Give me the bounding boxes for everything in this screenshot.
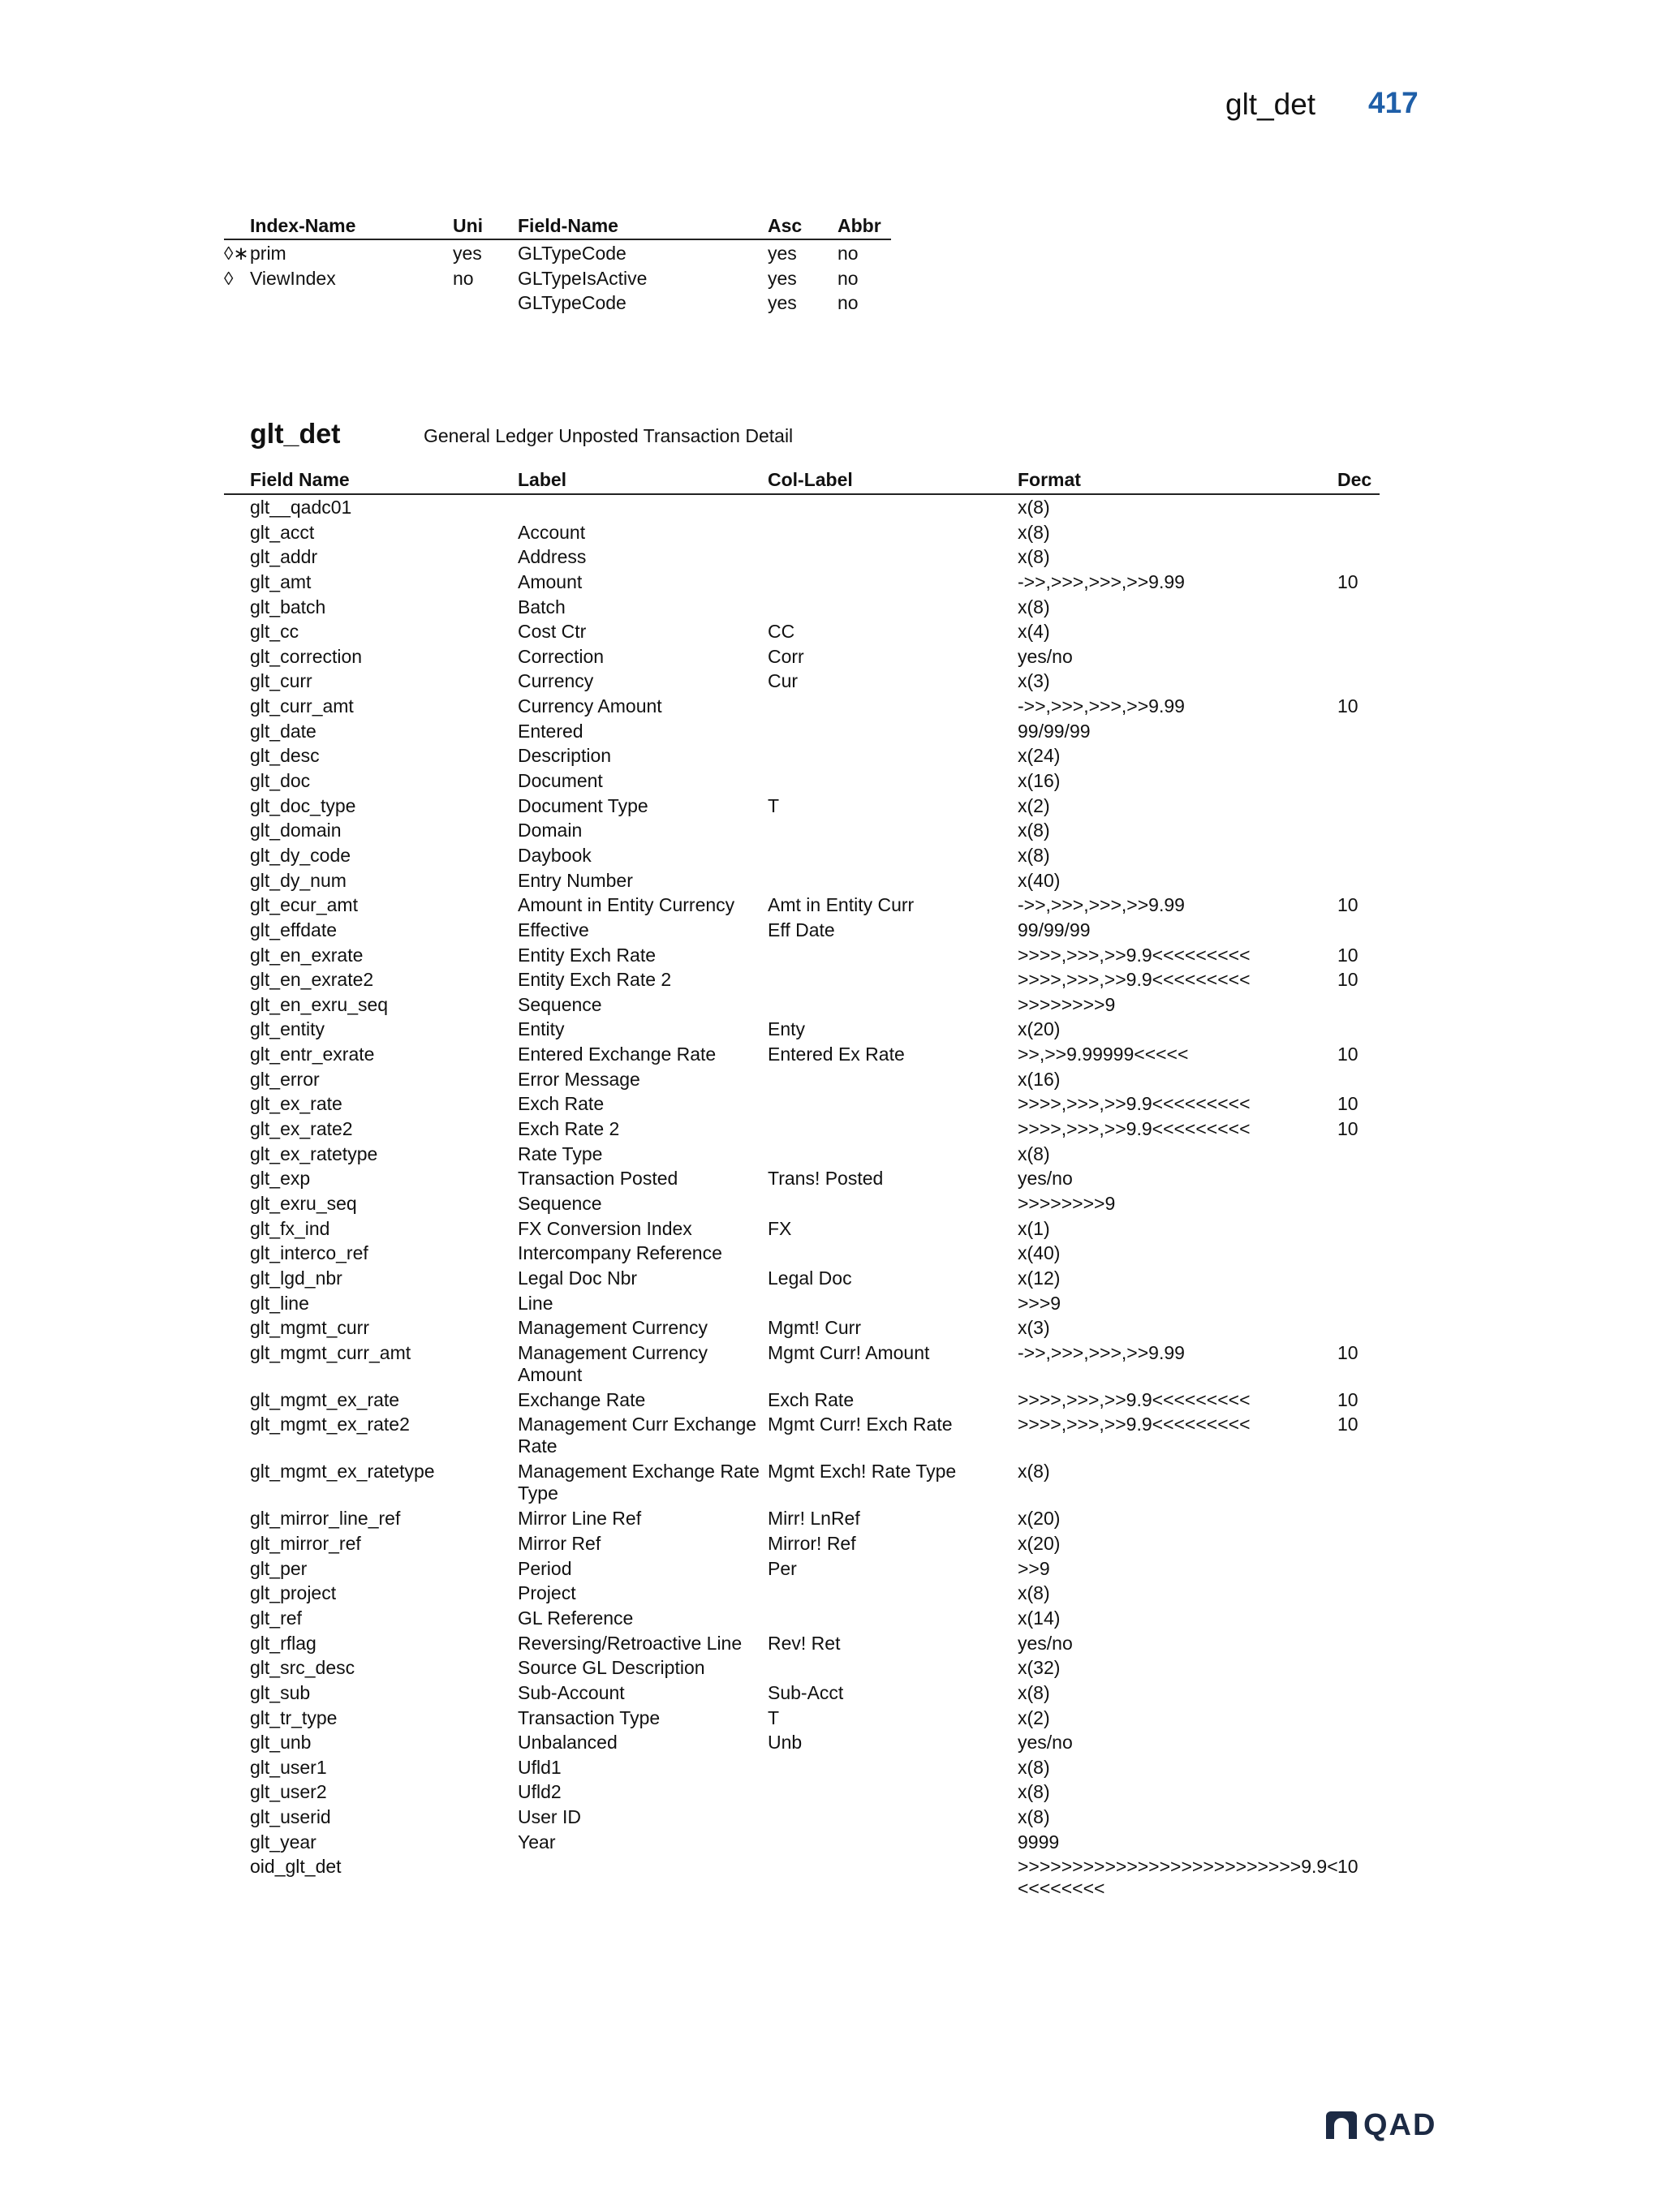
field-row	[224, 520, 1380, 545]
index-row	[224, 265, 891, 290]
index-abbreviated: no	[837, 292, 859, 314]
field-label: Error Message	[518, 1068, 640, 1090]
field-name: glt_per	[250, 1557, 308, 1579]
index-unique: yes	[453, 243, 482, 264]
field-format: >>>>,>>>,>>9.9<<<<<<<<<	[1018, 1414, 1251, 1435]
field-table	[224, 466, 1380, 1901]
field-name: glt_lgd_nbr	[250, 1267, 342, 1289]
field-label: Management Currency	[518, 1317, 708, 1339]
field-row	[224, 1606, 1380, 1631]
field-name: glt_mirror_line_ref	[250, 1508, 401, 1530]
index-ascending: yes	[768, 292, 797, 314]
field-name: glt_fx_ind	[250, 1217, 330, 1239]
field-label: Exchange Rate	[518, 1388, 646, 1410]
index-name: prim	[250, 243, 286, 264]
field-decimals: 10	[1337, 1341, 1358, 1363]
field-format: 9999	[1018, 1831, 1060, 1853]
field-format: ->>,>>>,>>>,>>9.99	[1018, 1341, 1185, 1363]
field-label: Document	[518, 770, 603, 792]
index-marker: ◊∗	[224, 243, 249, 264]
field-format: 99/99/99	[1018, 720, 1091, 742]
field-row	[224, 818, 1380, 843]
field-format: x(8)	[1018, 521, 1050, 543]
field-row	[224, 1341, 1380, 1388]
index-abbreviated: no	[837, 243, 859, 264]
field-name: oid_glt_det	[250, 1856, 342, 1878]
field-col-label: Per	[768, 1557, 797, 1579]
field-name: glt_acct	[250, 521, 315, 543]
field-row	[224, 992, 1380, 1018]
field-format: x(8)	[1018, 1582, 1050, 1604]
field-format: >>>>,>>>,>>9.9<<<<<<<<<	[1018, 1118, 1251, 1140]
field-col-label: Mgmt Curr! Exch Rate	[768, 1414, 953, 1435]
field-col-label: Trans! Posted	[768, 1168, 884, 1190]
field-name: glt_mgmt_ex_ratetype	[250, 1461, 435, 1483]
field-header-format: Format	[1018, 469, 1081, 490]
field-col-label: Mgmt Curr! Amount	[768, 1341, 930, 1363]
field-label: Entered Exchange Rate	[518, 1044, 717, 1065]
field-name: glt_curr_amt	[250, 695, 354, 717]
field-name: glt_ecur_amt	[250, 894, 358, 916]
field-row	[224, 1412, 1380, 1459]
field-name: glt_doc_type	[250, 794, 356, 816]
field-name: glt_correction	[250, 645, 363, 667]
field-format: ->>,>>>,>>>,>>9.99	[1018, 570, 1185, 592]
field-label: Currency Amount	[518, 695, 662, 717]
field-format: x(32)	[1018, 1657, 1061, 1679]
field-row	[224, 1191, 1380, 1216]
field-header-dec: Dec	[1337, 469, 1372, 490]
field-label: Transaction Type	[518, 1706, 661, 1728]
field-label: Exch Rate 2	[518, 1118, 620, 1140]
field-format: >>>9	[1018, 1292, 1061, 1314]
field-row	[224, 1655, 1380, 1681]
index-row	[224, 290, 891, 315]
field-name: glt_date	[250, 720, 316, 742]
field-decimals: 10	[1337, 570, 1358, 592]
field-label: Correction	[518, 645, 605, 667]
field-decimals: 10	[1337, 1388, 1358, 1410]
field-format: >>>>>>>>9	[1018, 993, 1116, 1015]
field-col-label: Exch Rate	[768, 1388, 855, 1410]
field-name: glt_rflag	[250, 1632, 316, 1654]
field-label: Batch	[518, 596, 566, 618]
field-label: Management Exchange Rate Type	[518, 1461, 760, 1504]
field-col-label: Legal Doc	[768, 1267, 852, 1289]
qad-logo-text: QAD	[1363, 2108, 1437, 2142]
field-name: glt_unb	[250, 1732, 312, 1754]
field-format: x(20)	[1018, 1533, 1061, 1555]
field-name: glt_entr_exrate	[250, 1044, 375, 1065]
field-row	[224, 967, 1380, 992]
field-label: Ufld1	[518, 1756, 562, 1778]
field-label: Amount in Entity Currency	[518, 894, 735, 916]
index-marker: ◊	[224, 267, 234, 289]
index-ascending: yes	[768, 267, 797, 289]
field-format: >>>>,>>>,>>9.9<<<<<<<<<	[1018, 944, 1251, 966]
table-name: glt_det	[250, 419, 341, 450]
field-format: x(8)	[1018, 1681, 1050, 1703]
field-format: x(16)	[1018, 770, 1061, 792]
field-name: glt_mgmt_ex_rate2	[250, 1414, 410, 1435]
field-name: glt_line	[250, 1292, 309, 1314]
field-row	[224, 495, 1380, 520]
field-col-label: CC	[768, 621, 795, 643]
field-format: ->>,>>>,>>>,>>9.99	[1018, 695, 1185, 717]
field-decimals: 10	[1337, 695, 1358, 717]
field-col-label: Cur	[768, 670, 799, 692]
field-name: glt_ex_ratetype	[250, 1143, 378, 1164]
field-col-label: Mirror! Ref	[768, 1533, 856, 1555]
field-format: x(20)	[1018, 1018, 1061, 1040]
field-label: Mirror Line Ref	[518, 1508, 642, 1530]
field-row	[224, 1581, 1380, 1606]
field-header-field-name: Field Name	[250, 469, 350, 490]
field-format: x(8)	[1018, 596, 1050, 618]
field-label: Management Currency Amount	[518, 1341, 708, 1385]
field-label: Document Type	[518, 794, 648, 816]
field-label: Effective	[518, 919, 589, 940]
field-decimals: 10	[1337, 944, 1358, 966]
field-format: yes/no	[1018, 1168, 1073, 1190]
field-format: x(1)	[1018, 1217, 1050, 1239]
field-row	[224, 843, 1380, 868]
field-name: glt_mgmt_ex_rate	[250, 1388, 400, 1410]
field-label: GL Reference	[518, 1607, 634, 1629]
field-col-label: Entered Ex Rate	[768, 1044, 905, 1065]
field-label: Entity Exch Rate	[518, 944, 657, 966]
field-name: glt_user1	[250, 1756, 327, 1778]
field-name: glt_mgmt_curr_amt	[250, 1341, 411, 1363]
field-format: x(8)	[1018, 820, 1050, 841]
index-abbreviated: no	[837, 267, 859, 289]
field-decimals: 10	[1337, 969, 1358, 991]
field-label: Address	[518, 546, 587, 568]
field-row	[224, 1017, 1380, 1042]
field-row	[224, 794, 1380, 819]
field-format: yes/no	[1018, 1632, 1073, 1654]
field-format: ->>,>>>,>>>,>>9.99	[1018, 894, 1185, 916]
qad-logo	[1326, 2110, 1448, 2142]
field-label: Mirror Ref	[518, 1533, 601, 1555]
field-col-label: Corr	[768, 645, 804, 667]
index-header-asc: Asc	[768, 215, 803, 236]
field-format: x(3)	[1018, 670, 1050, 692]
field-row	[224, 719, 1380, 744]
field-format: x(8)	[1018, 1461, 1050, 1483]
index-field-name: GLTypeCode	[518, 243, 626, 264]
field-format: x(12)	[1018, 1267, 1061, 1289]
field-name: glt__qadc01	[250, 497, 352, 518]
field-label: Amount	[518, 570, 583, 592]
field-row	[224, 595, 1380, 620]
field-table-header	[224, 466, 1380, 495]
field-col-label: Mgmt! Curr	[768, 1317, 861, 1339]
table-description: General Ledger Unposted Transaction Detail	[424, 425, 794, 446]
field-row	[224, 1388, 1380, 1413]
field-col-label: Mirr! LnRef	[768, 1508, 860, 1530]
field-label: Description	[518, 745, 612, 767]
field-format: yes/no	[1018, 1732, 1073, 1754]
field-row	[224, 1216, 1380, 1242]
index-row	[224, 240, 891, 265]
field-label: User ID	[518, 1806, 581, 1828]
field-row	[224, 1805, 1380, 1830]
field-col-label: Rev! Ret	[768, 1632, 841, 1654]
field-format: x(2)	[1018, 1706, 1050, 1728]
field-row	[224, 1779, 1380, 1805]
field-col-label: Eff Date	[768, 919, 835, 940]
index-header-abbr: Abbr	[837, 215, 881, 236]
index-header-field-name: Field-Name	[518, 215, 618, 236]
field-label: Rate Type	[518, 1143, 603, 1164]
index-field-name: GLTypeIsActive	[518, 267, 648, 289]
field-label: Sub-Account	[518, 1681, 625, 1703]
field-name: glt_src_desc	[250, 1657, 355, 1679]
field-row	[224, 1631, 1380, 1656]
field-format: x(16)	[1018, 1068, 1061, 1090]
index-name: ViewIndex	[250, 267, 336, 289]
field-format: >>9	[1018, 1557, 1050, 1579]
page-header-title: glt_det	[1225, 88, 1316, 121]
field-name: glt_entity	[250, 1018, 325, 1040]
field-name: glt_ex_rate	[250, 1093, 342, 1115]
field-name: glt_mgmt_curr	[250, 1317, 369, 1339]
field-name: glt_interco_ref	[250, 1242, 368, 1264]
field-label: Legal Doc Nbr	[518, 1267, 638, 1289]
field-name: glt_exru_seq	[250, 1192, 357, 1214]
field-row	[224, 570, 1380, 595]
field-decimals: 10	[1337, 894, 1358, 916]
field-row	[224, 1830, 1380, 1855]
field-format: x(40)	[1018, 869, 1061, 891]
field-name: glt_error	[250, 1068, 320, 1090]
field-row	[224, 943, 1380, 968]
field-row	[224, 1531, 1380, 1556]
field-col-label: T	[768, 794, 780, 816]
field-name: glt_addr	[250, 546, 318, 568]
field-decimals: 10	[1337, 1093, 1358, 1115]
field-decimals: 10	[1337, 1414, 1358, 1435]
field-row	[224, 1706, 1380, 1731]
field-row	[224, 1730, 1380, 1755]
field-label: FX Conversion Index	[518, 1217, 692, 1239]
field-row	[224, 694, 1380, 719]
field-format: >>>>>>>>9	[1018, 1192, 1116, 1214]
field-row	[224, 743, 1380, 768]
field-row	[224, 768, 1380, 794]
field-format: >>>>>>>>>>>>>>>>>>>>>>>>>>9.9<<<<<<<<<	[1018, 1856, 1338, 1900]
field-row	[224, 669, 1380, 694]
field-format: x(4)	[1018, 621, 1050, 643]
field-row	[224, 1266, 1380, 1291]
field-col-label: Mgmt Exch! Rate Type	[768, 1461, 957, 1483]
field-row	[224, 1091, 1380, 1117]
field-decimals: 10	[1337, 1118, 1358, 1140]
field-format: x(8)	[1018, 497, 1050, 518]
field-format: x(8)	[1018, 546, 1050, 568]
field-name: glt_user2	[250, 1781, 327, 1803]
field-name: glt_en_exru_seq	[250, 993, 389, 1015]
field-name: glt_ex_rate2	[250, 1118, 353, 1140]
field-format: >>>>,>>>,>>9.9<<<<<<<<<	[1018, 1388, 1251, 1410]
field-name: glt_tr_type	[250, 1706, 338, 1728]
field-label: Transaction Posted	[518, 1168, 678, 1190]
field-row	[224, 1241, 1380, 1266]
field-label: Account	[518, 521, 586, 543]
field-col-label: FX	[768, 1217, 792, 1239]
field-format: x(3)	[1018, 1317, 1050, 1339]
field-label: Entry Number	[518, 869, 633, 891]
field-format: x(24)	[1018, 745, 1061, 767]
field-row	[224, 1315, 1380, 1341]
field-row	[224, 1042, 1380, 1067]
field-name: glt_dy_num	[250, 869, 347, 891]
field-name: glt_amt	[250, 570, 312, 592]
index-table-header	[224, 213, 891, 240]
field-label: Entity	[518, 1018, 565, 1040]
field-name: glt_en_exrate	[250, 944, 364, 966]
field-format: 99/99/99	[1018, 919, 1091, 940]
field-format: x(8)	[1018, 844, 1050, 866]
field-format: x(8)	[1018, 1756, 1050, 1778]
field-format: >>>>,>>>,>>9.9<<<<<<<<<	[1018, 1093, 1251, 1115]
field-name: glt_mirror_ref	[250, 1533, 361, 1555]
field-name: glt_userid	[250, 1806, 331, 1828]
field-col-label: Amt in Entity Curr	[768, 894, 915, 916]
field-format: yes/no	[1018, 645, 1073, 667]
field-label: Daybook	[518, 844, 592, 866]
field-row	[224, 1142, 1380, 1167]
index-table	[224, 213, 891, 315]
field-name: glt_dy_code	[250, 844, 351, 866]
field-label: Entered	[518, 720, 583, 742]
field-row	[224, 1291, 1380, 1316]
field-label: Line	[518, 1292, 553, 1314]
index-ascending: yes	[768, 243, 797, 264]
field-row	[224, 893, 1380, 918]
field-row	[224, 544, 1380, 570]
field-label: Sequence	[518, 1192, 602, 1214]
field-label: Unbalanced	[518, 1732, 618, 1754]
field-label: Management Curr Exchange Rate	[518, 1414, 757, 1457]
field-row	[224, 1681, 1380, 1706]
field-row	[224, 918, 1380, 943]
field-row	[224, 1556, 1380, 1582]
index-field-name: GLTypeCode	[518, 292, 626, 314]
field-format: x(2)	[1018, 794, 1050, 816]
field-decimals: 10	[1337, 1856, 1358, 1878]
field-label: Sequence	[518, 993, 602, 1015]
field-name: glt_curr	[250, 670, 312, 692]
field-format: x(20)	[1018, 1508, 1061, 1530]
qad-logo-mark-icon	[1326, 2111, 1357, 2139]
field-name: glt_cc	[250, 621, 299, 643]
field-name: glt_en_exrate2	[250, 969, 374, 991]
field-col-label: Unb	[768, 1732, 803, 1754]
field-row	[224, 1117, 1380, 1142]
field-name: glt_exp	[250, 1168, 311, 1190]
field-row	[224, 644, 1380, 669]
field-format: x(8)	[1018, 1781, 1050, 1803]
field-label: Source GL Description	[518, 1657, 705, 1679]
field-label: Exch Rate	[518, 1093, 605, 1115]
field-name: glt_project	[250, 1582, 337, 1604]
field-col-label: Enty	[768, 1018, 806, 1040]
field-row	[224, 1755, 1380, 1780]
index-unique: no	[453, 267, 474, 289]
field-format: x(8)	[1018, 1806, 1050, 1828]
field-name: glt_ref	[250, 1607, 302, 1629]
field-label: Project	[518, 1582, 576, 1604]
field-row	[224, 1166, 1380, 1191]
index-header-uni: Uni	[453, 215, 484, 236]
field-name: glt_effdate	[250, 919, 338, 940]
field-row	[224, 1506, 1380, 1531]
field-header-col-label: Col-Label	[768, 469, 853, 490]
field-format: >>,>>9.99999<<<<<	[1018, 1044, 1189, 1065]
field-header-label: Label	[518, 469, 567, 490]
field-name: glt_doc	[250, 770, 311, 792]
field-format: x(14)	[1018, 1607, 1061, 1629]
index-header-index-name: Index-Name	[250, 215, 356, 236]
field-row	[224, 868, 1380, 893]
field-name: glt_batch	[250, 596, 326, 618]
field-col-label: Sub-Acct	[768, 1681, 844, 1703]
field-name: glt_desc	[250, 745, 320, 767]
field-name: glt_year	[250, 1831, 316, 1853]
field-row	[224, 1067, 1380, 1092]
field-name: glt_domain	[250, 820, 342, 841]
field-label: Domain	[518, 820, 583, 841]
field-format: >>>>,>>>,>>9.9<<<<<<<<<	[1018, 969, 1251, 991]
field-row	[224, 1854, 1380, 1901]
field-row	[224, 1459, 1380, 1506]
field-label: Reversing/Retroactive Line	[518, 1632, 743, 1654]
page-number: 417	[1368, 86, 1419, 119]
field-format: x(8)	[1018, 1143, 1050, 1164]
field-label: Cost Ctr	[518, 621, 587, 643]
field-decimals: 10	[1337, 1044, 1358, 1065]
field-col-label: T	[768, 1706, 780, 1728]
field-label: Year	[518, 1831, 556, 1853]
field-name: glt_sub	[250, 1681, 311, 1703]
field-label: Currency	[518, 670, 594, 692]
field-label: Ufld2	[518, 1781, 562, 1803]
field-label: Period	[518, 1557, 572, 1579]
field-row	[224, 619, 1380, 644]
field-label: Intercompany Reference	[518, 1242, 722, 1264]
field-format: x(40)	[1018, 1242, 1061, 1264]
field-label: Entity Exch Rate 2	[518, 969, 672, 991]
